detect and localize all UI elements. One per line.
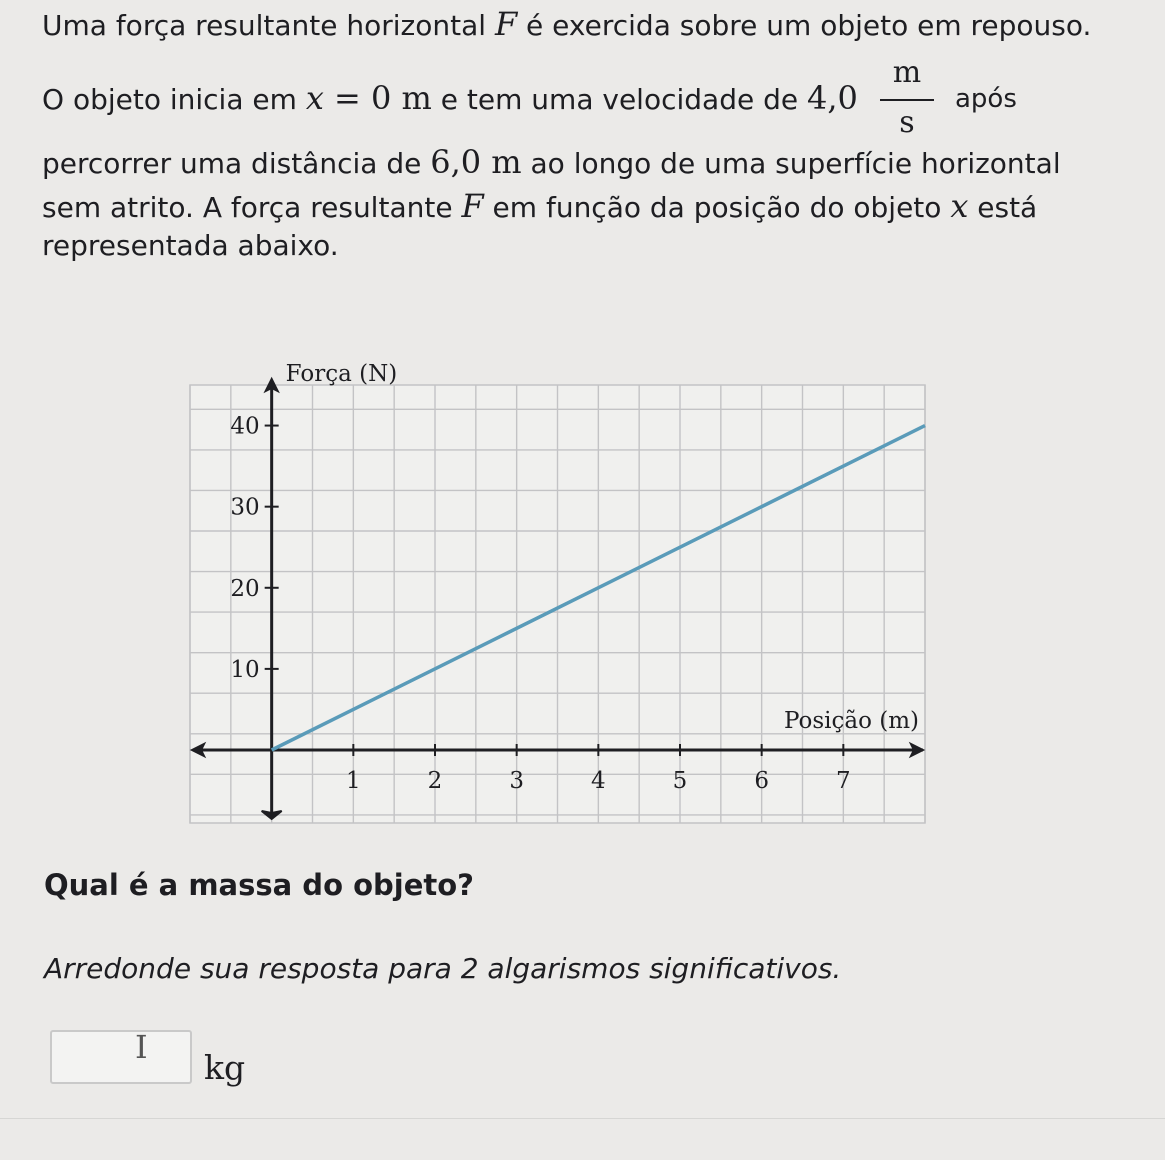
problem-line-3: percorrer uma distância de 6,0 m ao longo de uma superfície horizontal xyxy=(42,143,1061,181)
velocity-value: 4,0 xyxy=(807,79,858,117)
y-tick-label: 40 xyxy=(230,413,260,440)
text-cursor-icon: I xyxy=(135,1028,148,1066)
y-tick-label: 20 xyxy=(230,575,260,602)
x-axis-label: Posição (m) xyxy=(783,708,919,734)
problem-line-5: representada abaixo. xyxy=(42,229,339,262)
velocity-unit-fraction: m s xyxy=(872,55,942,145)
problem-line-4: sem atrito. A força resultante F em função da posição do objeto x está xyxy=(42,187,1038,225)
distance-value: 6,0 m xyxy=(430,143,522,181)
problem-line-2-tail: após xyxy=(955,84,1017,114)
x-tick-label: 3 xyxy=(509,768,524,794)
force-position-chart xyxy=(150,340,950,840)
y-tick-label: 30 xyxy=(230,494,260,521)
problem-line-1: Uma força resultante horizontal F é exercida sobre um objeto em repouso. xyxy=(42,5,1092,43)
x-tick-label: 7 xyxy=(836,768,851,794)
problem-line-2: O objeto inicia em x = 0 m e tem uma velocidade de 4,0 xyxy=(42,79,858,117)
y-tick-label: 10 xyxy=(230,656,260,683)
x-tick-label: 2 xyxy=(427,768,443,794)
question-text: Qual é a massa do objeto? xyxy=(44,868,474,902)
x-tick-label: 1 xyxy=(346,768,361,794)
divider xyxy=(0,1118,1165,1119)
x-tick-label: 4 xyxy=(591,768,606,794)
y-axis-label: Força (N) xyxy=(285,361,398,387)
x-tick-label: 5 xyxy=(672,768,688,794)
force-symbol: F xyxy=(494,5,518,43)
x-tick-label: 6 xyxy=(754,768,769,794)
rounding-instruction: Arredonde sua resposta para 2 algarismos significativos. xyxy=(44,952,842,985)
answer-unit: kg xyxy=(204,1048,246,1087)
position-symbol: x xyxy=(305,79,324,117)
answer-input[interactable] xyxy=(50,1030,192,1084)
